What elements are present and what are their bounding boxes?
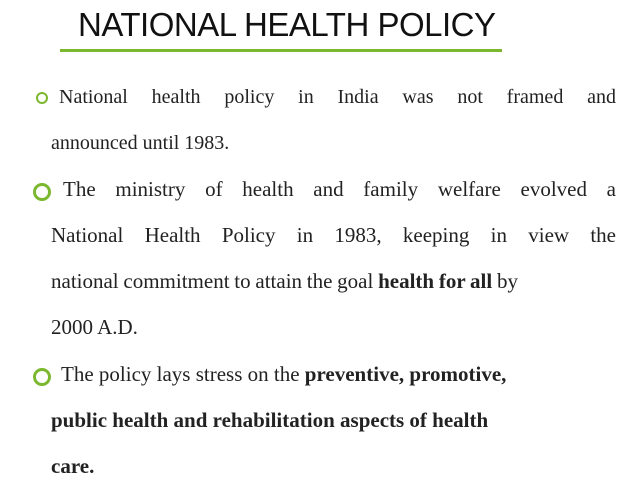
bullet-3-emphasis-2: public health and rehabilitation aspects of health (51, 408, 489, 432)
bullet-2-line-1: The ministry of health and family welfare evolved a (63, 177, 616, 201)
bullet-3-emphasis-1: preventive, promotive, (304, 362, 507, 386)
bullet-1-line-2: announced until 1983. (51, 132, 230, 154)
ring-bullet-icon (33, 368, 51, 386)
bullet-3-line-1 (51, 351, 616, 397)
bullet-3-line-2 (51, 397, 616, 443)
bullet-2-emphasis: health for all (378, 269, 493, 293)
bullet-1 (51, 74, 616, 166)
bullet-3-line-1-pre: The policy lays stress on the (61, 362, 305, 386)
bullet-2 (51, 166, 616, 350)
bullet-3 (51, 351, 616, 489)
ring-bullet-icon (36, 92, 48, 104)
ring-bullet-icon (33, 183, 51, 201)
bullet-3-emphasis-3: care. (51, 454, 95, 478)
bullet-2-line-3-post: by (492, 269, 518, 293)
slide-title: NATIONAL HEALTH POLICY (78, 6, 496, 43)
title-underline (60, 49, 502, 52)
bullet-2-line-2: National Health Policy in 1983, keeping in view the (51, 223, 616, 247)
bullet-1-line-1: National health policy in India was not framed and (59, 86, 616, 108)
bullet-2-line-4: 2000 A.D. (51, 315, 138, 339)
bullet-2-line-3-pre: national commitment to attain the goal (51, 269, 379, 293)
bullet-2-line-3 (51, 258, 616, 304)
bullet-3-line-3 (51, 443, 616, 489)
